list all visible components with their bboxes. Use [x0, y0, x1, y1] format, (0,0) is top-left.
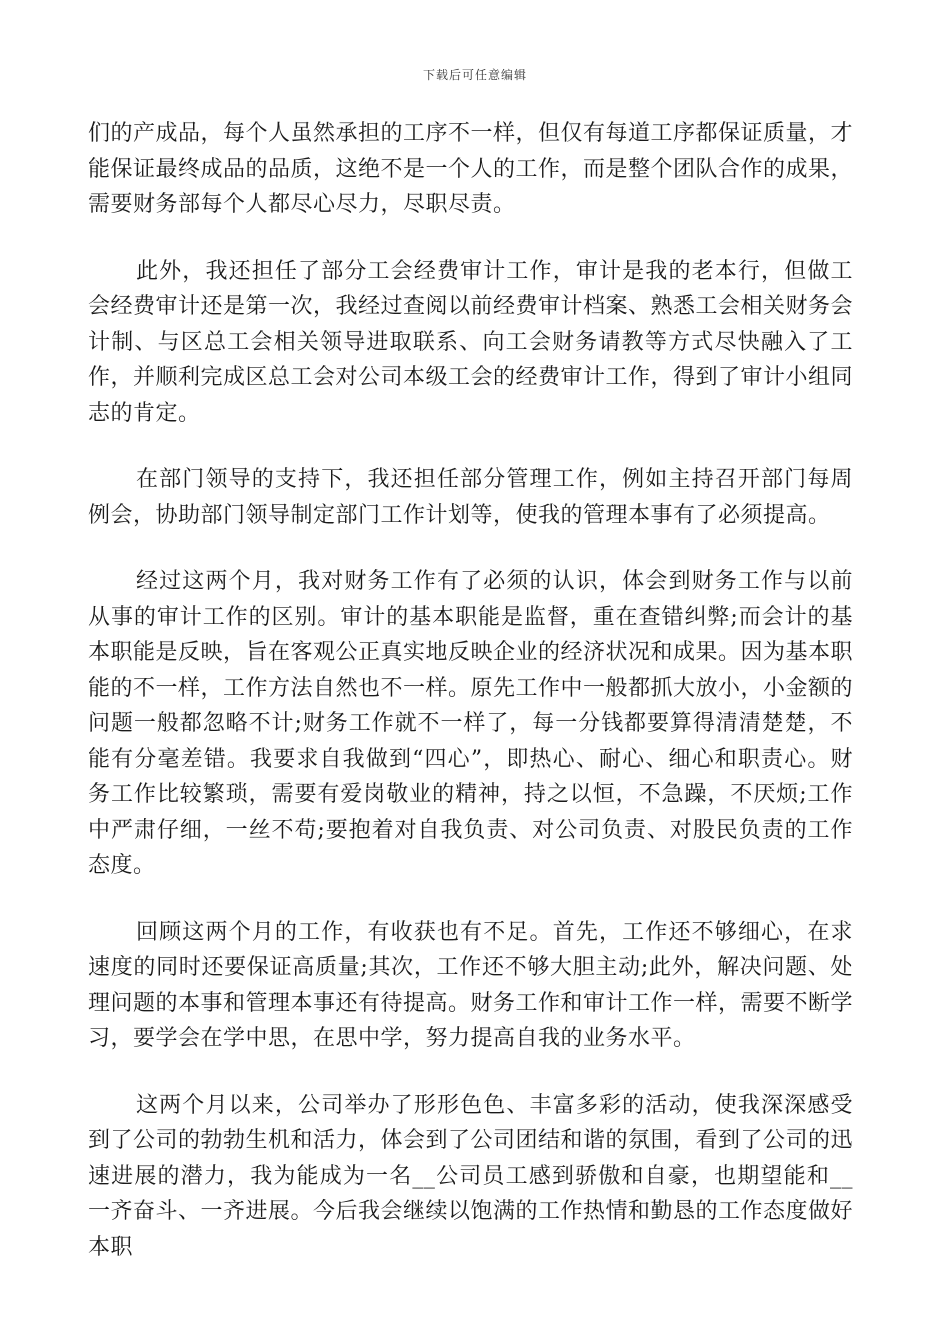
- paragraph-2: 此外，我还担任了部分工会经费审计工作，审计是我的老本行，但做工会经费审计还是第一次，我经过查阅以前经费审计档案、熟悉工会相关财务会计制、与区总工会相关领导进取联系、向工会财务请教等方式尽快融入了工作，并顺利完成区总工会对公司本级工会的经费审计工作，得到了审计小组同志的肯定。: [88, 258, 854, 426]
- paragraph-5: 回顾这两个月的工作，有收获也有不足。首先，工作还不够细心，在求速度的同时还要保证高质量;其次，工作还不够大胆主动;此外，解决问题、处理问题的本事和管理本事还有待提高。财务工作和审计工作一样，需要不断学习，要学会在学中思，在思中学，努力提高自我的业务水平。: [88, 919, 854, 1051]
- document-body: [88, 116, 853, 1296]
- paragraph-4: 经过这两个月，我对财务工作有了必须的认识，体会到财务工作与以前从事的审计工作的区别。审计的基本职能是监督，重在查错纠弊;而会计的基本职能是反映，旨在客观公正真实地反映企业的经济状况和成果。因为基本职能的不一样，工作方法自然也不一样。原先工作中一般都抓大放小，小金额的问题一般都忽略不计;财务工作就不一样了，每一分钱都要算得清清楚楚，不能有分毫差错。我要求自我做到“四心”，即热心、耐心、细心和职责心。财务工作比较繁琐，需要有爱岗敬业的精神，持之以恒，不急躁，不厌烦;工作中严肃仔细，一丝不苟;要抱着对自我负责、对公司负责、对股民负责的工作态度。: [88, 569, 854, 878]
- paragraph-3: 在部门领导的支持下，我还担任部分管理工作，例如主持召开部门每周例会，协助部门领导制定部门工作计划等，使我的管理本事有了必须提高。: [88, 467, 853, 528]
- paragraph-6: 这两个月以来，公司举办了形形色色、丰富多彩的活动，使我深深感受到了公司的勃勃生机和活力，体会到了公司团结和谐的氛围，看到了公司的迅速进展的潜力，我为能成为一名__公司员工感到骄傲和自豪，也期望能和__一齐奋斗、一齐进展。今后我会继续以饱满的工作热情和勤恳的工作态度做好本职: [88, 1092, 854, 1260]
- paragraph-1: 们的产成品，每个人虽然承担的工序不一样，但仅有每道工序都保证质量，才能保证最终成品的品质，这绝不是一个人的工作，而是整个团队合作的成果，需要财务部每个人都尽心尽力，尽职尽责。: [88, 121, 854, 217]
- page-header-note: 下载后可任意编辑: [422, 68, 527, 82]
